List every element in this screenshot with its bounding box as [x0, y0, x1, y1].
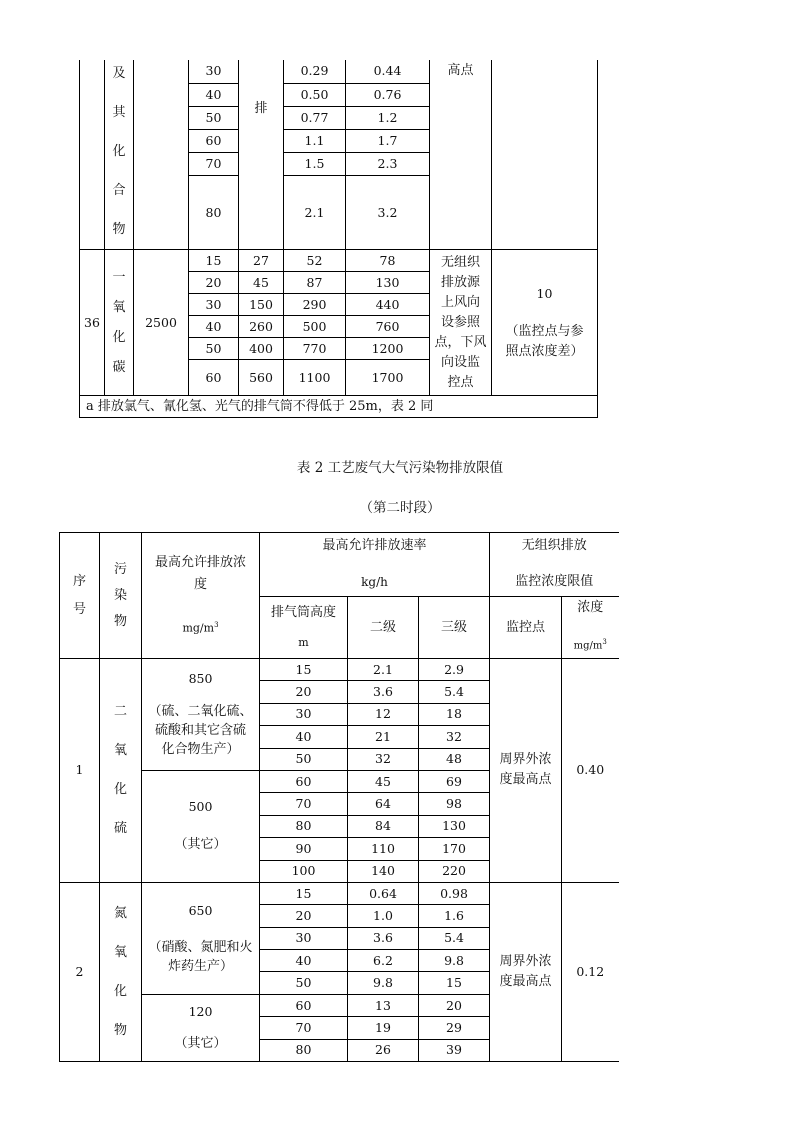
seq-number: 2 — [60, 882, 100, 1061]
rate-level3: 1.7 — [346, 129, 430, 152]
stack-height: 40 — [260, 726, 348, 748]
rate-level2: 87 — [284, 272, 346, 294]
conc-cell-blank — [134, 60, 189, 250]
monitor-line: 无组织 — [440, 254, 480, 270]
max-concentration: 2500 — [134, 250, 189, 396]
rate-level2: 290 — [284, 294, 346, 316]
rate-level2: 6.2 — [348, 950, 419, 972]
pollutant-char: 硫 — [113, 821, 127, 837]
limit-value: 0.40 — [562, 659, 619, 883]
stack-height: 30 — [260, 703, 348, 725]
header-max-conc: 最高允许排放浓 度 $mg/m^3$ — [142, 533, 260, 659]
stack-height: 80 — [189, 176, 239, 250]
rate-level3: 130 — [346, 272, 430, 294]
rate-level3: 0.98 — [419, 882, 490, 904]
header-seq-line: 号 — [72, 601, 86, 617]
rate-level2: 19 — [348, 1017, 419, 1039]
rate-level3: 170 — [419, 838, 490, 860]
rate-level3: 3.2 — [346, 176, 430, 250]
pollutant-char: 氮 — [113, 905, 127, 921]
pollutant-name-cell — [105, 60, 134, 250]
rate-level1: 260 — [239, 316, 284, 338]
rate-level3: 1.6 — [419, 905, 490, 927]
stack-height: 90 — [260, 838, 348, 860]
pollutant-char: 化 — [113, 983, 127, 999]
rate-level2: 12 — [348, 703, 419, 725]
pollutant-char: 一 — [112, 269, 126, 285]
stack-height: 50 — [260, 748, 348, 770]
header-seq-line: 序 — [72, 573, 86, 589]
pollutant-char: 化 — [113, 782, 127, 798]
header-seq — [60, 533, 100, 659]
header-stack-height — [260, 597, 348, 659]
rate-level2: 3.6 — [348, 681, 419, 703]
conc-cell — [142, 882, 260, 994]
stack-height: 15 — [260, 882, 348, 904]
limit-value: 0.12 — [562, 882, 619, 1061]
header-max-conc-line: 度 — [193, 576, 207, 592]
conc-note: 化合物生产） — [161, 742, 240, 758]
rate-level3: 220 — [419, 860, 490, 882]
header-pollutant-line: 物 — [113, 613, 127, 629]
pollutant-char: 其 — [112, 105, 126, 120]
header-rate-unit: kg/h — [361, 575, 388, 589]
rate-level3: 5.4 — [419, 681, 490, 703]
rate-level3: 2.9 — [419, 659, 490, 681]
pollutant-char: 化 — [112, 329, 126, 345]
rate-level2: 1.0 — [348, 905, 419, 927]
conc-cell — [142, 659, 260, 771]
rate-level2: 64 — [348, 793, 419, 815]
header-max-conc-line: 最高允许排放浓 — [154, 554, 246, 570]
conc-note: （硫、二氧化硫、 — [148, 704, 253, 720]
stack-height: 50 — [260, 972, 348, 994]
rate-level2: 13 — [348, 994, 419, 1016]
rate-level1: 45 — [239, 272, 284, 294]
header-concentration-label: 浓度 — [577, 600, 604, 616]
rate-level3: 1.2 — [346, 106, 430, 129]
header-pollutant — [100, 533, 142, 659]
monitor-line: 控点 — [447, 374, 474, 390]
header-max-conc-unit: mg/m — [182, 621, 215, 635]
monitor-line: 周界外浓 — [499, 953, 552, 969]
rate-level2: 45 — [348, 770, 419, 792]
conc-cell — [142, 770, 260, 882]
rate-level1: 27 — [239, 250, 284, 272]
stack-height: 15 — [189, 250, 239, 272]
pollutant-char: 物 — [112, 222, 126, 237]
rate-level2: 110 — [348, 838, 419, 860]
rate-level3: 78 — [346, 250, 430, 272]
pollutant-char: 物 — [113, 1022, 127, 1038]
monitor-point — [490, 659, 562, 883]
table-subcaption: （第二时段） — [359, 500, 441, 516]
pollutant-char: 氧 — [113, 944, 127, 960]
stack-height: 30 — [260, 927, 348, 949]
monitor-line: 上风向 — [440, 294, 480, 310]
rate-level1: 560 — [239, 360, 284, 396]
stack-height: 60 — [189, 360, 239, 396]
stack-height: 70 — [260, 1017, 348, 1039]
header-max-rate — [260, 533, 490, 597]
rate-level3: 1700 — [346, 360, 430, 396]
rate-level3: 39 — [419, 1039, 490, 1061]
monitor-line: 排放源 — [440, 274, 480, 290]
header-stack-label: 排气筒高度 — [270, 604, 336, 620]
rate-level3: 32 — [419, 726, 490, 748]
stack-height: 70 — [189, 153, 239, 176]
seq-cell-blank — [80, 60, 105, 250]
rate-level2: 32 — [348, 748, 419, 770]
rate-level2: 3.6 — [348, 927, 419, 949]
rate-level2: 500 — [284, 316, 346, 338]
conc-note: 炸药生产） — [167, 958, 233, 974]
stack-height: 50 — [189, 106, 239, 129]
rate-level2: 1100 — [284, 360, 346, 396]
rate-level2: 0.64 — [348, 882, 419, 904]
rate-level2: 0.50 — [284, 83, 346, 106]
header-monitor-point: 监控点 — [490, 597, 562, 659]
stack-height: 70 — [260, 793, 348, 815]
pollutant-char: 二 — [113, 704, 127, 720]
pollutant-char: 及 — [112, 66, 126, 81]
stack-height: 40 — [189, 316, 239, 338]
rate-level3: 760 — [346, 316, 430, 338]
conc-note: （其它） — [174, 837, 227, 853]
stack-height: 100 — [260, 860, 348, 882]
limit-cell-blank — [492, 60, 598, 250]
rate-level2: 770 — [284, 338, 346, 360]
header-fugitive — [490, 533, 619, 597]
rate-level2: 52 — [284, 250, 346, 272]
max-concentration: 650 — [188, 902, 213, 918]
pollutant-char: 碳 — [112, 359, 126, 375]
stack-height: 20 — [260, 905, 348, 927]
limit-value: 10 — [536, 285, 553, 301]
rate-level2: 84 — [348, 815, 419, 837]
monitor-line: 度最高点 — [499, 772, 552, 788]
rate-level2: 0.77 — [284, 106, 346, 129]
limit-cell — [492, 250, 598, 396]
pollutant-char: 化 — [112, 144, 126, 159]
monitor-line: 点，下风 — [434, 334, 487, 350]
header-fugitive-sub: 监控浓度限值 — [515, 574, 594, 589]
stack-height: 80 — [260, 815, 348, 837]
conc-note: 硫酸和其它含硫 — [154, 723, 246, 739]
rate-level2: 9.8 — [348, 972, 419, 994]
header-pollutant-line: 污 — [113, 561, 127, 577]
rate-level3: 20 — [419, 994, 490, 1016]
rate-level3: 1200 — [346, 338, 430, 360]
stack-height: 30 — [189, 294, 239, 316]
table2 — [59, 532, 619, 1062]
rate-level2: 1.5 — [284, 153, 346, 176]
rate-level3: 0.76 — [346, 83, 430, 106]
rate-level3: 130 — [419, 815, 490, 837]
header-stack-unit: m — [298, 635, 309, 649]
header-conc-unit: mg/m — [573, 640, 603, 652]
monitor-line: 度最高点 — [499, 973, 552, 989]
pollutant-char: 氧 — [112, 299, 126, 315]
stack-height: 40 — [189, 83, 239, 106]
monitor-point — [430, 250, 492, 396]
rate-level3: 98 — [419, 793, 490, 815]
conc-note: （硝酸、氮肥和火 — [148, 939, 253, 955]
rate-level3: 29 — [419, 1017, 490, 1039]
stack-height: 60 — [260, 770, 348, 792]
stack-height: 80 — [260, 1039, 348, 1061]
monitor-point — [490, 882, 562, 1061]
header-max-rate-label: 最高允许排放速率 — [322, 538, 427, 553]
rate-level3: 0.44 — [346, 60, 430, 83]
rate-level1: 400 — [239, 338, 284, 360]
stack-height: 15 — [260, 659, 348, 681]
rate-level3: 440 — [346, 294, 430, 316]
table1 — [79, 60, 598, 418]
max-concentration: 120 — [188, 1003, 213, 1019]
stack-height: 30 — [189, 60, 239, 83]
monitor-line: 周界外浓 — [499, 752, 552, 768]
rate-level3: 48 — [419, 748, 490, 770]
header-level3: 三级 — [419, 597, 490, 659]
seq-number: 36 — [80, 250, 105, 396]
conc-cell — [142, 994, 260, 1061]
header-fugitive-label: 无组织排放 — [521, 538, 587, 553]
header-level2: 二级 — [348, 597, 419, 659]
stack-height: 60 — [189, 129, 239, 152]
rate-level3: 5.4 — [419, 927, 490, 949]
pollutant-char: 合 — [112, 183, 126, 198]
table-caption: 表 2 工艺废气大气污染物排放限值 — [296, 460, 504, 476]
rate-level1: 150 — [239, 294, 284, 316]
discharge-label: 排 — [239, 60, 284, 250]
header-concentration: 浓度 $mg/m^3$ — [562, 597, 619, 659]
stack-height: 20 — [260, 681, 348, 703]
max-concentration: 500 — [188, 799, 213, 815]
stack-height: 40 — [260, 950, 348, 972]
monitor-point: 高点 — [430, 60, 492, 250]
seq-number: 1 — [60, 659, 100, 883]
max-concentration: 850 — [188, 671, 213, 687]
rate-level3: 2.3 — [346, 153, 430, 176]
rate-level2: 2.1 — [348, 659, 419, 681]
rate-level3: 18 — [419, 703, 490, 725]
pollutant-name-cell — [105, 250, 134, 396]
rate-level2: 21 — [348, 726, 419, 748]
pollutant-name-cell — [100, 882, 142, 1061]
stack-height: 60 — [260, 994, 348, 1016]
rate-level2: 1.1 — [284, 129, 346, 152]
rate-level3: 9.8 — [419, 950, 490, 972]
rate-level2: 26 — [348, 1039, 419, 1061]
rate-level2: 2.1 — [284, 176, 346, 250]
pollutant-name-cell — [100, 659, 142, 883]
stack-height: 20 — [189, 272, 239, 294]
limit-note: （监控点与参 — [505, 323, 584, 339]
stack-height: 50 — [189, 338, 239, 360]
limit-note: 照点浓度差） — [505, 343, 584, 359]
monitor-line: 向设监 — [440, 354, 480, 370]
monitor-line: 设参照 — [440, 314, 480, 330]
table-footnote: a 排放氯气、氰化氢、光气的排气筒不得低于 25m，表 2 同 — [80, 396, 598, 418]
pollutant-char: 氧 — [113, 743, 127, 759]
rate-level3: 69 — [419, 770, 490, 792]
rate-level2: 0.29 — [284, 60, 346, 83]
header-pollutant-line: 染 — [113, 587, 127, 603]
conc-note: （其它） — [174, 1035, 227, 1051]
rate-level2: 140 — [348, 860, 419, 882]
rate-level3: 15 — [419, 972, 490, 994]
